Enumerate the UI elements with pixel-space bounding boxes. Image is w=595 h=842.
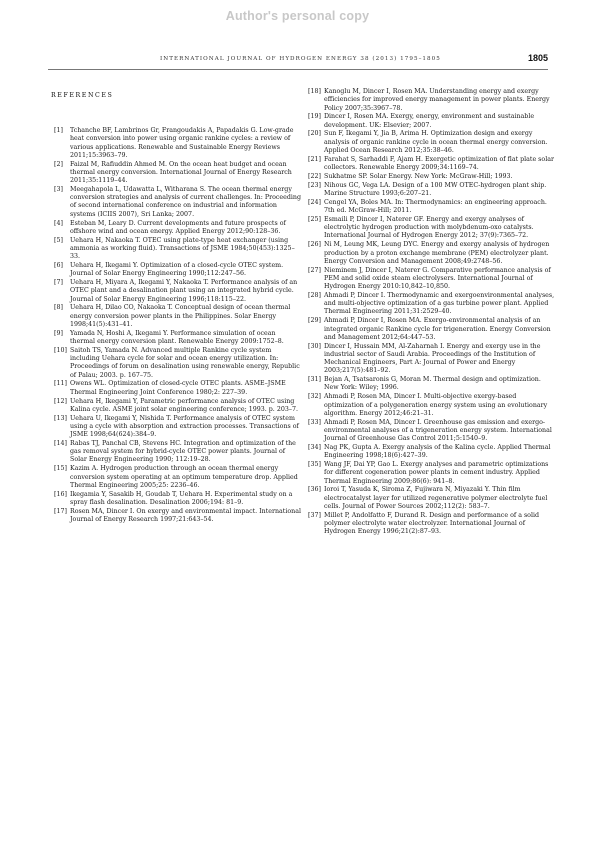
reference-item — [54, 127, 301, 160]
reference-text: Ahmadi P, Rosen MA, Dincer I. Greenhouse gas emission and exergo-environmental analyses of a trigeneration energy system. International Journal of Greenhouse Gas Control 2011;5:1540–9. — [324, 418, 552, 443]
reference-number: [35] — [308, 461, 321, 469]
reference-number: [25] — [308, 215, 321, 223]
reference-item — [54, 279, 301, 304]
reference-item — [308, 444, 555, 461]
reference-number: [36] — [308, 486, 321, 494]
reference-item — [54, 220, 301, 237]
reference-item — [54, 262, 301, 279]
reference-text: Uehara H, Ikegami Y. Optimization of a closed-cycle OTEC system. Journal of Solar Energy Engineering 1990;112:247–56. — [70, 261, 284, 278]
reference-item — [308, 241, 555, 266]
reference-text: Bejan A, Tsatsaronis G, Moran M. Thermal design and optimization. New York: Wiley; 1996. — [324, 376, 541, 392]
reference-text: Uehara H, Ikegami Y, Parametric performance analysis of OTEC using Kalina cycle. ASME joint solar engineering conference; 1993. p. 203–7. — [70, 397, 298, 413]
reference-number: [2] — [54, 160, 63, 168]
reference-text: Sukhatme SP. Solar Energy. New York: McGraw-Hill; 1993. — [324, 172, 513, 180]
reference-number: [3] — [54, 185, 63, 193]
reference-number: [7] — [54, 279, 63, 287]
reference-text: Owens WL. Optimization of closed-cycle OTEC plants. ASME–JSME Thermal Engineering Joint Conference 1980;2: 227–39. — [70, 380, 286, 396]
reference-text: Ioroi T, Yasuda K, Siroma Z, Fujiwara N, Miyazaki Y. Thin film electrocatalyst layer for utilized regenerative polymer electrolyte fuel cells. Journal of Power Sources 2002;112(2): 583–7. — [324, 486, 548, 510]
references-left-column — [54, 127, 301, 525]
reference-item — [308, 419, 555, 444]
reference-text: Meegahapola L, Udawatta L, Witharana S. The ocean thermal energy conversion strategies and analysis of current challenges. In: Proceeding of second international conference on industrial and information systems (ICIIS 2007), Sri Lanka; 2007. — [70, 185, 301, 218]
reference-item — [308, 216, 555, 241]
reference-text: Faizal M, Rafiuddin Ahmed M. On the ocean heat budget and ocean thermal energy conversion. International Journal of Energy Research 2011;35:1119–44. — [70, 160, 292, 185]
reference-item — [308, 88, 555, 113]
reference-item — [308, 173, 555, 181]
reference-item — [54, 440, 301, 465]
reference-text: Sun F, Ikegami Y, Jia B, Arima H. Optimization design and exergy analysis of organic rankine cycle in ocean thermal energy conversion. Applied Ocean Research 2012;35:38–46. — [324, 130, 548, 154]
reference-item — [54, 465, 301, 490]
reference-number: [1] — [54, 127, 63, 134]
reference-item — [308, 512, 555, 537]
reference-item — [308, 461, 555, 486]
reference-item — [308, 130, 555, 155]
reference-text: Uehara H, Nakaoka T. OTEC using plate-type heat exchanger (using ammonia as working fluid). Transactions of JSME 1984;50(453):1325–33. — [70, 236, 295, 261]
reference-item — [54, 347, 301, 380]
reference-text: Millet P, Andolfatto F, Durand R. Design and performance of a solid polymer electrolyte water electrolyzer. International Journal of Hydrogen Energy 1996;21(2):87–93. — [324, 511, 540, 536]
reference-item — [54, 161, 301, 186]
reference-number: [37] — [308, 511, 321, 519]
page-number: 1805 — [527, 53, 548, 63]
reference-text: Cengel YA, Boles MA. In: Thermodynamics: an engineering approach. 7th ed. McGraw-Hill; 2011. — [324, 198, 547, 215]
reference-item — [308, 317, 555, 342]
reference-number: [16] — [54, 490, 67, 498]
reference-number: [31] — [308, 376, 321, 384]
reference-item — [54, 330, 301, 347]
references-right-column — [308, 88, 555, 537]
reference-text: Ikegamia Y, Sasakib H, Goudab T, Uehara H. Experimental study on a spray flash desalination. Desalination 2006;194: 81–9. — [70, 490, 293, 506]
reference-number: [24] — [308, 198, 321, 206]
reference-number: [20] — [308, 130, 321, 138]
reference-number: [5] — [54, 236, 63, 244]
reference-number: [32] — [308, 393, 321, 401]
reference-item — [308, 393, 555, 418]
reference-number: [28] — [308, 291, 321, 299]
reference-number: [13] — [54, 414, 67, 422]
reference-text: Dincer I, Rosen MA. Exergy, energy, environment and sustainable development. UK: Elsevier; 2007. — [324, 113, 535, 129]
header-rule — [48, 69, 548, 70]
reference-number: [14] — [54, 439, 67, 447]
reference-item — [54, 398, 301, 415]
reference-item — [54, 237, 301, 262]
reference-text: Nihous GC, Vega LA. Design of a 100 MW OTEC-hydrogen plant ship. Marine Structure 1993;6:207–21. — [324, 181, 547, 197]
reference-number: [4] — [54, 219, 63, 227]
reference-text: Saitoh TS, Yamada N. Advanced multiple Rankine cycle system including Uehara cycle for solar and ocean energy utilization. In: Proceedings of forum on desalination using renewable energy, Republic of Palau; 2003. p. 167–75. — [70, 346, 300, 379]
reference-number: [22] — [308, 172, 321, 180]
reference-text: Kazim A. Hydrogen production through an ocean thermal energy conversion system operating at an optimum temperature drop. Applied Thermal Engineering 2005;25: 2236–46. — [70, 465, 298, 489]
reference-text: Rosen MA, Dincer I. On exergy and environmental impact. International Journal of Energy Research 1997;21:643–54. — [70, 507, 301, 523]
reference-number: [6] — [54, 261, 63, 269]
reference-number: [30] — [308, 342, 321, 350]
reference-number: [21] — [308, 155, 321, 163]
reference-text: Ni M, Leung MK, Leung DYC. Energy and exergy analysis of hydrogen production by a proton exchange membrane (PEM) electrolyzer plant. Energy Conversion and Management 2008;49:2748–56. — [324, 241, 550, 265]
reference-number: [34] — [308, 444, 321, 451]
reference-text: Uehara H, Miyara A, Ikegami Y, Nakaoka T. Performance analysis of an OTEC plant and a desalination plant using an integrated hybrid cycle. Journal of Solar Energy Engineering 1996;118:115–22. — [70, 279, 298, 303]
reference-number: [23] — [308, 181, 321, 189]
reference-number: [15] — [54, 465, 67, 473]
reference-text: Esmaili P, Dincer I, Naterer GF. Energy and exergy analyses of electrolytic hydrogen production with molybdenum-oxo catalysts. International Journal of Hydrogen Energy 2012; 37(9):7365–72. — [324, 215, 534, 240]
reference-text: Ahmadi P, Dincer I. Thermodynamic and exergoenvironmental analyses, and multi-objective optimization of a gas turbine power plant. Applied Thermal Engineering 2011;31:2529–40. — [324, 291, 555, 316]
section-title: REFERENCES — [51, 92, 114, 99]
running-head: INTERNATIONAL JOURNAL OF HYDROGEN ENERGY 38 (2013) 1795–1805 — [160, 56, 441, 62]
reference-number: [29] — [308, 317, 321, 325]
reference-item — [308, 292, 555, 317]
reference-text: Kanoglu M, Dincer I, Rosen MA. Understanding energy and exergy efficiencies for improved energy management in power plants. Energy Policy 2007;35:3967–78. — [324, 88, 550, 112]
reference-number: [9] — [54, 329, 63, 337]
reference-number: [18] — [308, 88, 321, 95]
reference-number: [10] — [54, 346, 67, 354]
reference-text: Yamada N, Hoshi A, Ikegami Y. Performance simulation of ocean thermal energy conversion plant. Renewable Energy 2009:1752–8. — [70, 329, 284, 345]
reference-item — [308, 343, 555, 376]
reference-item — [308, 199, 555, 216]
reference-text: Farahat S, Sarhaddi F, Ajam H. Exergetic optimization of flat plate solar collectors. Renewable Energy 2009;34:1169–74. — [324, 155, 554, 172]
reference-text: Esteban M, Leary D. Current developments and future prospects of offshore wind and ocean energy. Applied Energy 2012;90:128–36. — [70, 219, 286, 235]
reference-text: Ahmadi P, Dincer I, Rosen MA. Exergo-environmental analysis of an integrated organic Rankine cycle for trigeneration. Energy Conversion and Management 2012;64:447–53. — [324, 317, 551, 341]
reference-text: Uehara U, Ikegami Y, Nishida T. Performance analysis of OTEC system using a cycle with absorption and extraction processes. Transactions of JSME 1998;64(624):384–9. — [70, 414, 299, 439]
reference-number: [27] — [308, 266, 321, 274]
reference-number: [11] — [54, 380, 67, 388]
reference-number: [8] — [54, 304, 63, 312]
reference-item — [308, 182, 555, 199]
reference-text: Uehara H, Dilao CO, Nakaoka T. Conceptual design of ocean thermal energy conversion power plants in the Philippines. Solar Energy 1998;41(5):431–41. — [70, 304, 291, 328]
reference-item — [54, 491, 301, 508]
reference-item — [308, 486, 555, 511]
reference-number: [12] — [54, 397, 67, 405]
reference-text: Nieminem J, Dincer I, Naterer G. Comparative performance analysis of PEM and solid oxide steam electrolysers. International Journal of Hydrogen Energy 2010:10,842–10,850. — [324, 266, 551, 291]
reference-item — [54, 186, 301, 219]
watermark: Author's personal copy — [225, 9, 370, 23]
reference-text: Nag PK, Gupta A. Exergy analysis of the Kalina cycle. Applied Thermal Engineering 1998;18(6):427–39. — [324, 444, 551, 460]
reference-text: Dincer I, Hussain MM, Al-Zaharnah I. Energy and exergy use in the industrial sector of Saudi Arabia. Proceedings of the Institution of Mechanical Engineers, Part A: Journal of Power and Energy 2003;217(5):481–92. — [324, 342, 541, 375]
reference-item — [54, 304, 301, 329]
reference-item — [308, 376, 555, 393]
reference-text: Wang JF, Dai YP, Gao L. Exergy analyses and parametric optimizations for different cogeneration power plants in cement industry. Applied Thermal Engineering 2009;86(6): 941–8. — [324, 461, 549, 485]
reference-text: Tchanche BF, Lambrinos Gr, Frangoudakis A, Papadakis G. Low-grade heat conversion into power using organic rankine cycles: a review of various applications. Renewable and Sustainable Energy Reviews 2011;15:3963–79. — [70, 127, 294, 159]
reference-item — [54, 508, 301, 525]
reference-number: [17] — [54, 507, 67, 515]
reference-text: Ahmadi P, Rosen MA, Dincer I. Multi-objective exergy-based optimization of a polygeneration energy system using an evolutionary algorithm. Energy 2012;46:21–31. — [324, 393, 548, 417]
reference-item — [54, 415, 301, 440]
reference-number: [19] — [308, 113, 321, 121]
reference-item — [54, 380, 301, 397]
reference-number: [26] — [308, 241, 321, 249]
reference-text: Rabas TJ, Panchal CB, Stevens HC. Integration and optimization of the gas removal system for hybrid-cycle OTEC power plants. Journal of Solar Energy Engineering 1990; 112:19–28. — [70, 439, 296, 464]
reference-number: [33] — [308, 418, 321, 426]
reference-item — [308, 113, 555, 130]
reference-item — [308, 267, 555, 292]
reference-item — [308, 156, 555, 173]
